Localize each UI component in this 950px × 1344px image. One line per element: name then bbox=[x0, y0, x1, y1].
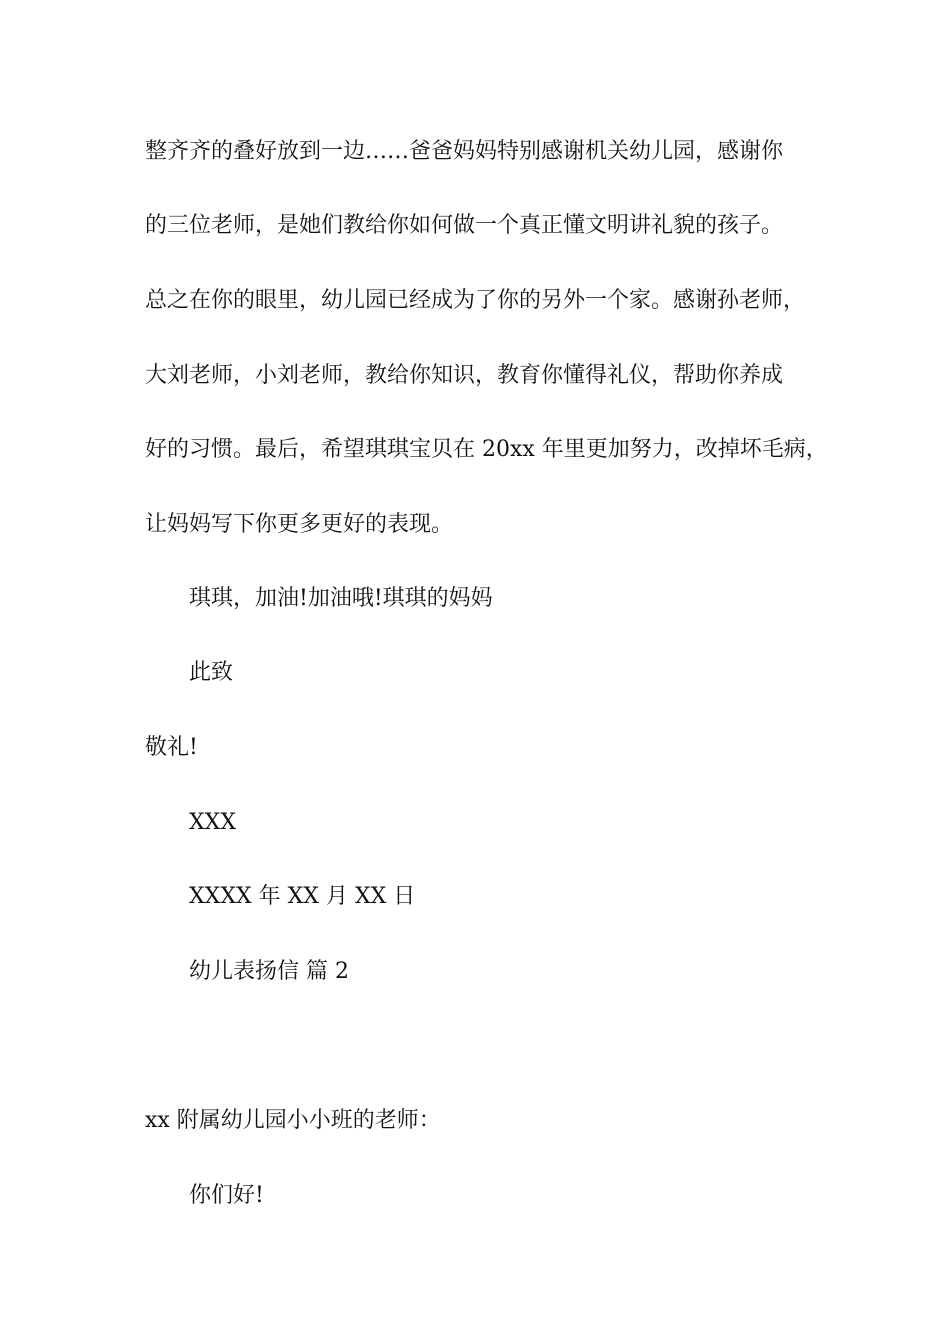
section-heading: 幼儿表扬信 篇 2 bbox=[189, 959, 349, 984]
salutation-line: 此致 bbox=[189, 660, 234, 685]
salutation-line: 敬礼! bbox=[145, 735, 198, 760]
paragraph-line: 整齐齐的叠好放到一边……爸爸妈妈特别感谢机关幼儿园，感谢你 bbox=[145, 139, 784, 164]
paragraph-line: 大刘老师，小刘老师，教给你知识，教育你懂得礼仪，帮助你养成 bbox=[145, 363, 784, 388]
paragraph-line: 总之在你的眼里，幼儿园已经成为了你的另外一个家。感谢孙老师， bbox=[145, 288, 806, 313]
letter-addressee: xx 附属幼儿园小小班的老师： bbox=[145, 1108, 441, 1133]
date-line: XXXX 年 XX 月 XX 日 bbox=[189, 884, 416, 909]
signature: XXX bbox=[189, 810, 236, 835]
paragraph-line: 的三位老师，是她们教给你如何做一个真正懂文明讲礼貌的孩子。 bbox=[145, 213, 784, 238]
letter-greeting: 你们好! bbox=[189, 1183, 264, 1208]
paragraph-line: 好的习惯。最后，希望琪琪宝贝在 20xx 年里更加努力，改掉坏毛病， bbox=[145, 437, 828, 462]
closing-line: 琪琪，加油!加油哦!琪琪的妈妈 bbox=[189, 586, 493, 611]
paragraph-line: 让妈妈写下你更多更好的表现。 bbox=[145, 512, 454, 537]
